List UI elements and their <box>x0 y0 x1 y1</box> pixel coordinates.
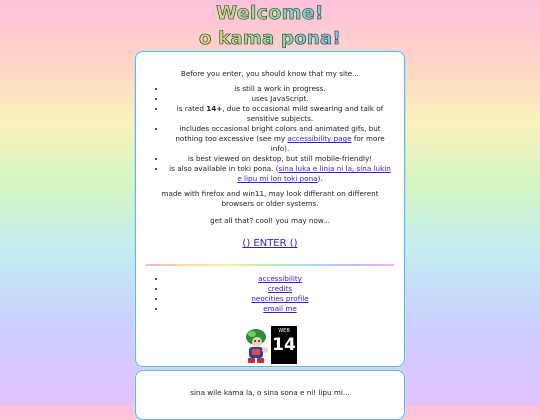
list-item: • includes occasional bright colors and animated gifs, but nothing too excessive (see my accessibility page for more info). <box>166 124 394 154</box>
list-item <box>166 274 394 284</box>
accessibility-link[interactable]: accessibility <box>258 274 302 283</box>
toki-pona-intro-text: sina wile kama la, o sina sona e ni! lipu mi... <box>190 388 350 397</box>
web14-badge <box>241 326 299 366</box>
welcome-subheading: o kama pona! <box>0 28 540 49</box>
list-item <box>166 304 394 314</box>
site-links-list <box>146 274 394 314</box>
credits-link[interactable]: credits <box>267 284 293 293</box>
list-item: • is rated 14+, due to occasional mild swearing and talk of sensitive subjects. <box>166 104 394 124</box>
badge-top-text: WEB <box>278 328 290 334</box>
list-item: • uses JavaScript. <box>166 94 394 104</box>
list-item: • is best viewed on desktop, but still mobile-friendly! <box>166 154 394 164</box>
web14-box <box>271 326 297 364</box>
list-item: • is also available in toki pona. (sina luka e linja ni la, sina lukin e lipu mi lon toki pona). <box>166 164 394 184</box>
list-item <box>166 294 394 304</box>
site-notes-list <box>146 84 394 184</box>
main-panel <box>135 51 405 367</box>
toki-pona-link[interactable]: sina luka e linja ni la, sina lukin e lipu mi lon toki pona <box>237 164 391 183</box>
got-all-text: get all that? cool! you may now... <box>210 216 330 225</box>
neocities-profile-link[interactable]: neocities profile <box>251 294 309 303</box>
toki-pona-panel <box>135 370 405 420</box>
list-item <box>166 284 394 294</box>
mascot-icon <box>241 328 271 366</box>
list-item: • is still a work in progress. <box>166 84 394 94</box>
made-with-text: made with firefox and win11, may look differant on different browsers or older systems. <box>161 189 379 208</box>
email-me-link[interactable]: email me <box>263 304 297 313</box>
enter-link[interactable]: () ENTER () <box>242 238 298 249</box>
rainbow-divider <box>146 264 394 266</box>
welcome-heading: Welcome! <box>0 2 540 24</box>
rating-badge: 14+ <box>206 104 223 113</box>
accessibility-page-link[interactable]: accessibility page <box>287 134 352 143</box>
badge-number: 14 <box>272 335 296 355</box>
intro-text: Before you enter, you should know that my site... <box>180 69 360 78</box>
